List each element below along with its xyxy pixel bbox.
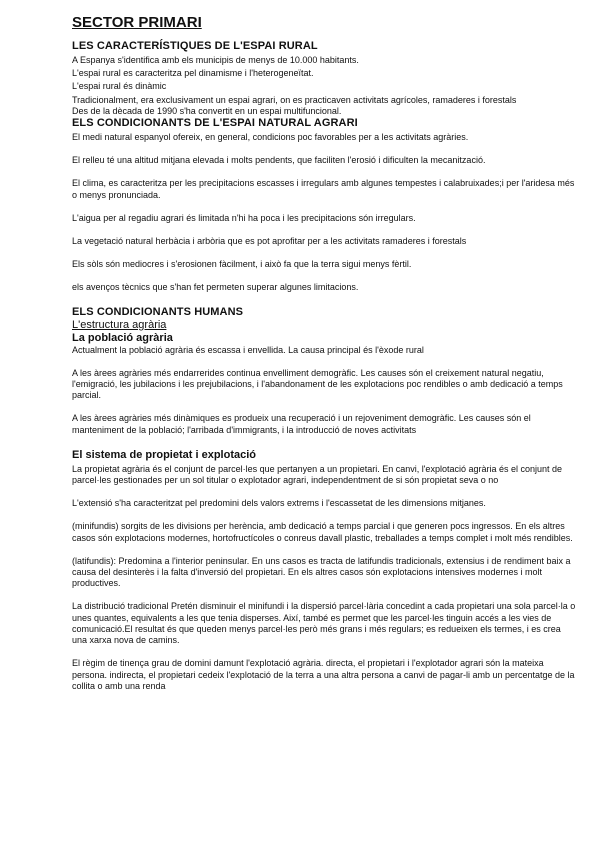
paragraph-line: Des de la dècada de 1990 s'ha convertit en un espai multifuncional.: [72, 105, 342, 116]
paragraph: La distribució tradicional Pretén disminuir el minifundi i la dispersió parcel·lària concedint a cada propietari una sola parcel·la o unes quantes, equivalents a les que tenia disperses. Així, també es permet que les parcel·les tinguin accés a les vies de comunicació.El resultat és que queden menys parcel·les però més grans i més regulars; es redueixen els termes, i es crea una xarxa nova de camins.: [72, 601, 576, 646]
paragraph-line: Tradicionalment, era exclusivament un espai agrari, on es practicaven activitats agrícoles, ramaderes i forestals: [72, 94, 517, 105]
paragraph: L'aigua per al regadiu agrari és limitada n'hi ha poca i les precipitacions són irregulars.: [72, 212, 416, 223]
document-title: SECTOR PRIMARI: [72, 14, 202, 31]
paragraph-line: L'espai rural és dinàmic: [72, 81, 167, 92]
paragraph: El medi natural espanyol ofereix, en general, condicions poc favorables per a les activitats agràries.: [72, 132, 469, 143]
document-page: [72, 14, 578, 692]
section-heading-human-conditions: ELS CONDICIONANTS HUMANS: [72, 305, 244, 318]
paragraph: Els sòls són mediocres i s'erosionen fàcilment, i això fa que la terra sigui menys fèrtil.: [72, 259, 412, 270]
paragraph: El relleu té una altitud mitjana elevada i molts pendents, que faciliten l'erosió i dificulten la mecanització.: [72, 155, 486, 166]
section-heading-natural-conditions: ELS CONDICIONANTS DE L'ESPAI NATURAL AGRARI: [72, 117, 358, 130]
paragraph: La vegetació natural herbàcia i arbòria que es pot aprofitar per a les activitats ramaderes i forestals: [72, 236, 467, 247]
heading-agrarian-population: La població agrària: [72, 331, 173, 344]
subsection-agrarian-structure: L'estructura agrària: [72, 318, 167, 331]
section-heading-rural-space: LES CARACTERÍSTIQUES DE L'ESPAI RURAL: [72, 40, 318, 52]
paragraph-line: L'espai rural es caracteritza pel dinamisme i l'heterogeneïtat.: [72, 68, 314, 79]
paragraph: La propietat agrària és el conjunt de parcel·les que pertanyen a un propietari. En canvi, l'explotació agrària és el conjunt de parcel·les gestionades per un sol titular o explotador agrari, independentment de si són propietat seva o no: [72, 463, 563, 486]
paragraph: El règim de tinença grau de domini damunt l'explotació agrària. directa, el propietari i l'explotador agrari són la mateixa persona. indirecta, el propietari cedeix l'explotació de la terra a una altra persona a canvi de pagar-li amb un percentatge de la collita o amb una renda: [72, 658, 575, 691]
paragraph: (minifundis) sorgits de les divisions per herència, amb dedicació a temps parcial i que generen pocs ingressos. En els altres casos són explotacions modernes, hortofructícoles o conreus davall plastic, treballades a temps complet i molt més rendibles.: [72, 521, 573, 543]
paragraph: Actualment la població agrària és escassa i envellida. La causa principal és l'èxode rural: [72, 344, 424, 355]
paragraph: El clima, es caracteritza per les precipitacions escasses i irregulars amb algunes tempestes i calabruixades;i per l'aridesa més o menys pronunciada.: [72, 178, 575, 200]
paragraph-line: A Espanya s'identifica amb els municipis de menys de 10.000 habitants.: [72, 55, 359, 65]
heading-property-system: El sistema de propietat i explotació: [72, 448, 256, 461]
paragraph: L'extensió s'ha caracteritzat pel predomini dels valors extrems i l'escassetat de les dimensions mitjanes.: [72, 498, 486, 509]
paragraph: els avenços tècnics que s'han fet permeten superar algunes limitacions.: [72, 282, 359, 293]
paragraph: A les àrees agràries més endarrerides continua envelliment demogràfic. Les causes són el creixement natural negatiu, l'emigració, les jubilacions i les prejubilacions, i l'abandonament de les explotacions poc rendibles o amb dedicació a temps parcial.: [72, 367, 563, 401]
paragraph: (latifundis): Predomina a l'interior peninsular. En uns casos es tracta de latifundis tradicionals, extensius i de rendiment baix a causa del desinterès i la falta d'inversió del propietari. En els altres casos són explotacions intensives modernes i molt productives.: [72, 555, 571, 589]
paragraph: A les àrees agràries més dinàmiques es produeix una recuperació i un rejoveniment demogràfic. Les causes són el manteniment de la població; l'arribada d'immigrants, i la introducció de noves activitats: [72, 413, 531, 435]
